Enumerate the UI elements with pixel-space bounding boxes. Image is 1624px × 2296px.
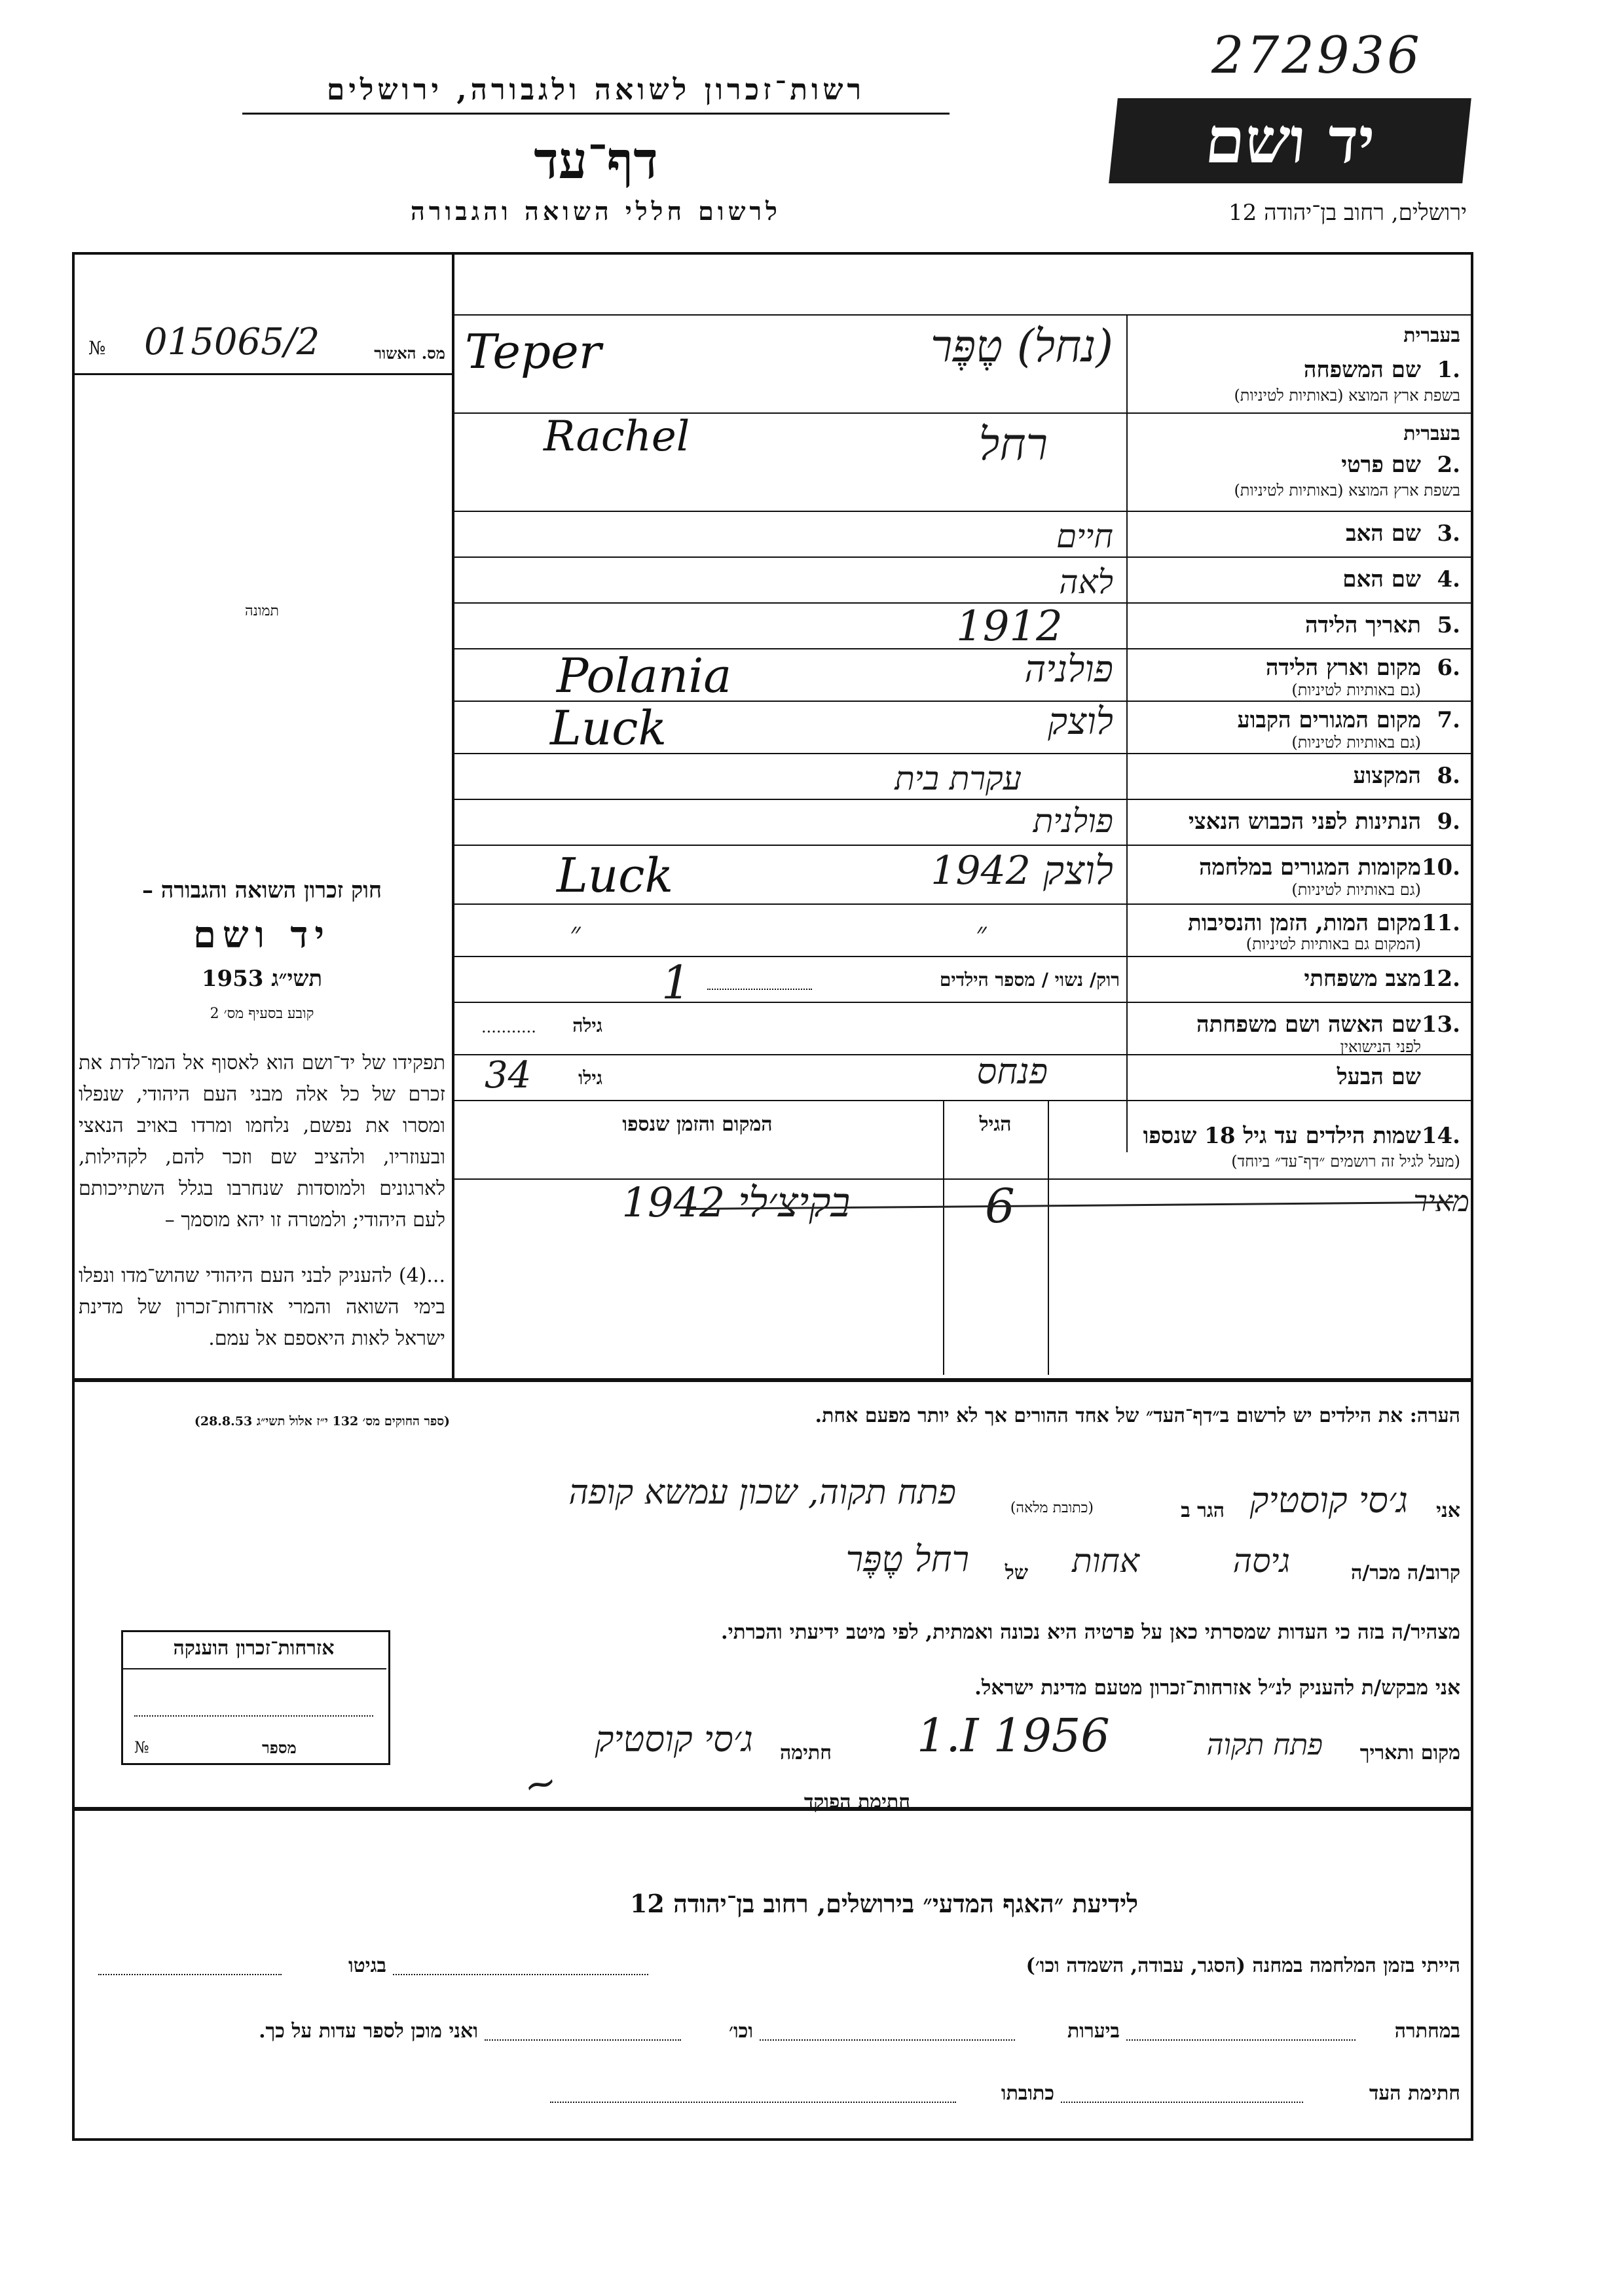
declaration-relation: גיסה (1232, 1542, 1290, 1580)
declaration-request: אני מבקש/ת להעניק לנ״ל אזרחות־זכרון מטעם מדינת ישראל. (974, 1676, 1460, 1700)
row-divider (454, 314, 1472, 316)
footer-address-label: כתובתו (1001, 2082, 1054, 2105)
declaration-victim-name: רחל טֶפֶּר (845, 1539, 969, 1580)
field-2-hebrew-tag: בעברית (1403, 422, 1460, 445)
authority-underline (242, 113, 950, 115)
husband-value: פנחס (976, 1051, 1048, 1092)
field-2-sub: בשפת ארץ המוצא (באותיות לטיניות) (1234, 481, 1460, 500)
field-11-sub: (המקום גם באותיות לטיניות) (1246, 935, 1421, 953)
field-6-value-latin: Polania (557, 648, 732, 703)
declaration-relation-label: קרוב/ה מכר/ה (1351, 1561, 1460, 1584)
declaration-address-label: (כתובת מלאה) (1010, 1500, 1094, 1516)
citizenship-box-title: אזרחות־זכרון הוענקה (173, 1637, 335, 1660)
law-source: (ספר החוקים מס׳ 132 י״ז אלול תשי״ג 28.8.53) (194, 1414, 450, 1429)
declarant-name: ג׳סי קוסטיק (1249, 1480, 1408, 1521)
field-8-value: עקרת בית (895, 759, 1022, 797)
row-divider (454, 903, 1472, 905)
field-5-value: 1912 (956, 602, 1063, 651)
field-13-sub: לפני הנישואין (1340, 1038, 1421, 1056)
field-6-number: 6. (1437, 655, 1460, 681)
footer-witness-signature-dots (1061, 2102, 1303, 2103)
footer-line1: הייתי בזמן המלחמה במחנה (הסגר, עבודה, השמדה וכו׳) (1025, 1954, 1460, 1977)
citizenship-box-dots (134, 1715, 373, 1717)
field-12-value: 1 (661, 956, 691, 1010)
field-1-sub: בשפת ארץ המוצא (באותיות לטיניות) (1234, 386, 1460, 405)
place-date-label: מקום ותאריך (1359, 1741, 1460, 1764)
law-name: יד ושם (193, 913, 331, 957)
confirmation-no-symbol: № (88, 337, 106, 359)
field-6-sub: (גם באותיות לטיניות) (1291, 681, 1421, 699)
form-title: דף־עד (534, 131, 658, 191)
field-10-value-hebrew: לוצק 1942 (931, 848, 1113, 894)
declaration-statement: מצהיר/ה בזה כי העדות שמסרתי כאן על פרטיה היא נכונה ואמתית, לפי מיטב ידיעתי והכרתי. (720, 1620, 1460, 1644)
field-8-number: 8. (1437, 763, 1460, 789)
field-12-dots (707, 989, 812, 990)
field-6-label: מקום וארץ הלידה (1265, 655, 1421, 681)
footer-etc: וכו׳ (729, 2020, 753, 2043)
children-place-header: המקום והזמן שנספו (622, 1113, 773, 1136)
row-divider (454, 845, 1472, 846)
field-13-age-dots: ........... (481, 1018, 536, 1036)
footer-witness-signature: חתימת העד (1369, 2082, 1460, 2105)
note-text: הערה: את הילדים יש לרשום ב״דף־העד״ של אחד ההורים אך לא יותר מפעם אחת. (815, 1404, 1460, 1427)
citizenship-number-label: מספר (262, 1738, 297, 1757)
form-purpose: לרשום חללי השואה והגבורה (411, 196, 781, 226)
signature-label: חתימה (780, 1741, 832, 1764)
law-title: חוק זכרון השואה והגבורה – (141, 877, 382, 903)
note-separator (72, 1378, 1473, 1382)
law-clause: קובע בסעיף מס׳ 2 (210, 1006, 314, 1022)
field-2-value-hebrew: רחל (978, 419, 1048, 471)
footer-underground-dots (1126, 2039, 1356, 2041)
field-1-value-latin: Teper (465, 324, 602, 379)
field-9-number: 9. (1437, 809, 1460, 835)
field-9-value: פולנית (1033, 802, 1113, 840)
child-name: מאיר (1413, 1185, 1469, 1218)
header-address: ירושלים, רחוב בן־יהודה 12 (1228, 200, 1467, 226)
husband-label: שם הבעל (1337, 1064, 1421, 1090)
field-12-label: מצב משפחתי (1304, 966, 1421, 992)
row-divider (454, 556, 1472, 558)
field-8-label: המקצוע (1353, 763, 1421, 789)
field-7-sub: (גם באותיות לטיניות) (1291, 733, 1421, 752)
row-divider (454, 1002, 1472, 1003)
row-divider (454, 956, 1472, 957)
field-11-value-hebrew: ״ (976, 917, 987, 950)
field-11-number: 11. (1421, 910, 1460, 936)
declaration-relation-2: אחות (1072, 1542, 1139, 1580)
footer-ready-to-testify: ואני מוכן לספר עדות על כך. (259, 2020, 478, 2043)
field-7-label: מקום המגורים הקבוע (1237, 707, 1421, 733)
footer-underground: במחתרה (1394, 2020, 1460, 2043)
field-6-value-hebrew: פולניה (1024, 648, 1113, 691)
yad-vashem-logo: יד ושם (1109, 98, 1471, 183)
law-year: תשי״ג 1953 (201, 966, 323, 992)
law-item-4: ...(4) להעניק לבני העם היהודי שהוש־מדו ונפלו בימי השואה והמרי אזרחות־זכרון של מדינת ישראל לאות היאספם אל עמם. (79, 1264, 445, 1350)
confirmation-label: מס. האשור (374, 344, 445, 363)
husband-age-label: גילו (578, 1067, 602, 1089)
footer-address-dots (550, 2102, 956, 2103)
footer-title: לידיעת ״האגף המדעי״ בירושלים, רחוב בן־יהודה 12 (629, 1889, 1139, 1918)
field-10-number: 10. (1421, 854, 1460, 881)
field-7-number: 7. (1437, 707, 1460, 733)
field-4-label: שם האם (1342, 566, 1421, 592)
field-12-number: 12. (1421, 966, 1460, 992)
label-column-divider (1126, 314, 1128, 1152)
field-10-sub: (גם באותיות לטיניות) (1291, 881, 1421, 899)
field-10-value-latin: Luck (557, 848, 674, 903)
row-divider (454, 511, 1472, 512)
field-13-number: 13. (1421, 1011, 1460, 1038)
field-12-extra: רוק/ נשוי / מספר הילדים (939, 969, 1120, 991)
supervisor-signature-label: חתימת הפוקד (803, 1791, 910, 1813)
field-10-label: מקומות המגורים במלחמה (1198, 854, 1421, 881)
children-sub: (מעל לגיל זה רושמים ״דף־עד״ ביוחד) (1231, 1152, 1460, 1171)
field-3-value: חיים (1056, 517, 1113, 555)
declaration-prefix: אני (1436, 1499, 1460, 1522)
footer-ghetto: בגיטו (348, 1954, 386, 1977)
field-2-label: שם פרטי (1341, 452, 1421, 478)
field-3-label: שם האב (1346, 520, 1421, 547)
law-body: תפקידו של יד־ושם הוא לאסוף אל המו־לדת את זכרם של כל אלה מבני העם היהודי, שנפלו ומסרו את נפשם, נלחמו ומרדו באויב הנאצי ובעוזריו, ולהציב שם וזכר להם, לקהילות, לארגונים ולמוסדות שנחרבו בגלל השתייכותם לעם היהודי; ולמטרה זו יהא מוסמך – (79, 1051, 445, 1231)
citizenship-no-symbol: № (134, 1738, 149, 1757)
row-divider (454, 799, 1472, 800)
field-11-label: מקום המות, הזמן והנסיבות (1187, 910, 1421, 936)
field-7-value-hebrew: לוצק (1048, 701, 1113, 743)
field-4-value: לאה (1059, 563, 1113, 601)
row-divider (454, 1100, 1472, 1101)
footer-ghetto-dots (98, 1974, 282, 1975)
husband-age-value: 34 (485, 1054, 532, 1097)
photo-placeholder-label: תמונה (245, 603, 279, 619)
footer-forests: ביערות (1067, 2020, 1120, 2043)
field-5-number: 5. (1437, 612, 1460, 638)
field-2-number: 2. (1437, 452, 1460, 478)
declarant-address: פתח תקוה, שכון עמשא קופה (568, 1473, 956, 1512)
footer-etc-dots (485, 2039, 681, 2041)
children-label: שמות הילדים עד גיל 18 שנספו (1143, 1123, 1421, 1149)
confirmation-value: 015065/2 (144, 321, 320, 363)
child-age: 6 (985, 1178, 1015, 1233)
children-number: 14. (1421, 1123, 1460, 1149)
place-value: פתח תקוה (1206, 1728, 1323, 1762)
field-1-number: 1. (1437, 357, 1460, 383)
field-4-number: 4. (1437, 566, 1460, 592)
authority-name: רשות־זכרון לשואה ולגבורה, ירושלים (326, 73, 866, 107)
children-age-header: הגיל (979, 1113, 1012, 1136)
children-row (454, 1178, 1472, 1244)
field-7-value-latin: Luck (550, 701, 667, 756)
signature-value: ג׳סי קוסטיק (595, 1719, 753, 1760)
field-1-label: שם המשפחה (1303, 357, 1421, 383)
field-2-value-latin: Rachel (544, 412, 690, 461)
field-5-label: תאריך הלידה (1304, 612, 1421, 638)
footer-forests-dots (760, 2039, 1015, 2041)
declaration-lives-in: הגר ב (1181, 1499, 1225, 1522)
field-11-value-latin: ״ (570, 917, 581, 950)
field-1-hebrew-tag: בעברית (1403, 324, 1460, 347)
child-place: בקיצ׳לי 1942 (621, 1178, 851, 1226)
field-13-label: שם האשה ושם משפחתה (1196, 1011, 1421, 1038)
date-value: 1.I 1956 (917, 1709, 1110, 1762)
signature-scrawl: ~ (519, 1758, 562, 1810)
handwritten-serial: 272936 (1211, 26, 1422, 85)
field-9-label: הנתינות לפני הכבוש הנאצי (1188, 809, 1421, 835)
field-3-number: 3. (1437, 520, 1460, 547)
citizenship-box-rule (121, 1668, 386, 1669)
footer-line1-dots (393, 1974, 648, 1975)
declaration-of: של (1005, 1561, 1028, 1584)
field-13-age-label: גילה (572, 1015, 602, 1036)
field-1-value-hebrew: (נחל) טֶפֶּר (931, 321, 1113, 373)
